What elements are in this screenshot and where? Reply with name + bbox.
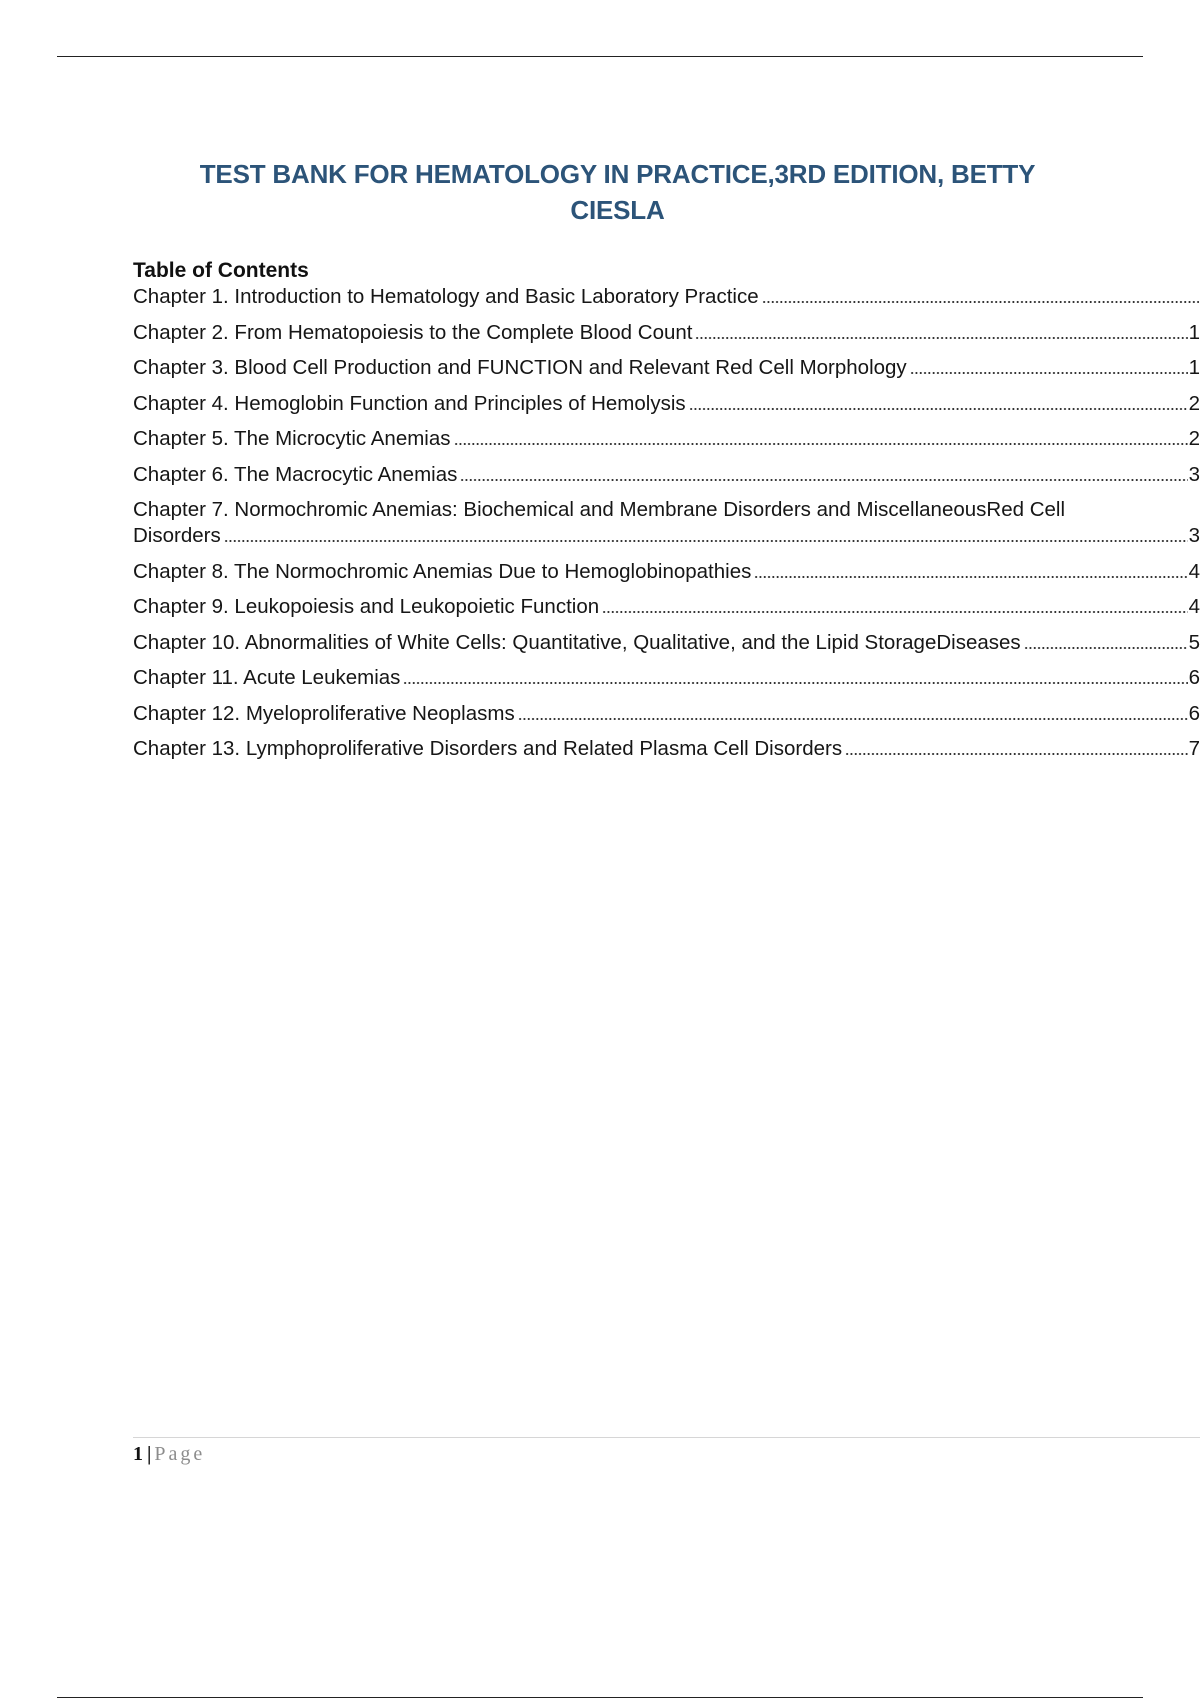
toc-entry-chapter-11[interactable] xyxy=(133,665,1200,691)
toc-entry-chapter-10[interactable] xyxy=(133,630,1200,656)
toc-entry-text-continued: Disorders xyxy=(133,524,221,547)
dot-leader xyxy=(754,575,1187,579)
dot-leader xyxy=(602,610,1187,614)
toc-entry-text: Chapter 1. Introduction to Hematology and Basic Laboratory Practice xyxy=(133,285,759,308)
toc-entry-page: 6 xyxy=(1188,666,1200,689)
toc-entry-page: 5 xyxy=(1188,630,1200,654)
toc-entry-chapter-12[interactable] xyxy=(133,701,1200,727)
toc-entry-chapter-13[interactable] xyxy=(133,736,1200,762)
toc-entry-page: 2 xyxy=(1188,427,1200,450)
toc-entry-wrap xyxy=(133,497,1200,549)
dot-leader xyxy=(403,681,1187,685)
page-footer xyxy=(133,1441,205,1467)
toc-entry-page: 4 xyxy=(1188,595,1200,618)
dot-leader xyxy=(689,407,1188,411)
toc-entry-text: Chapter 12. Myeloproliferative Neoplasms xyxy=(133,701,515,725)
dot-leader xyxy=(518,717,1188,721)
dot-leader xyxy=(454,442,1188,446)
toc-entry-chapter-8[interactable] xyxy=(133,559,1200,585)
toc-entry-chapter-9[interactable] xyxy=(133,594,1200,620)
toc-entry-page: 7 xyxy=(1188,737,1200,760)
toc-entry-text: Chapter 11. Acute Leukemias xyxy=(133,666,401,689)
toc-entry-text: Chapter 7. Normochromic Anemias: Biochemical and Membrane Disorders and MiscellaneousRed Cell xyxy=(133,498,1066,521)
toc-entry-page: 3 xyxy=(1188,524,1200,547)
footer-page-label: Page xyxy=(154,1443,206,1465)
dot-leader xyxy=(762,300,1199,304)
footer-page-number: 1 xyxy=(133,1443,143,1465)
toc-entry-page: 2 xyxy=(1188,391,1200,415)
toc-entry-text: Chapter 6. The Macrocytic Anemias xyxy=(133,462,458,486)
toc-entry-page: 6 xyxy=(1188,701,1200,725)
toc-entry-page: 1 xyxy=(1188,320,1200,344)
dot-leader xyxy=(910,371,1188,375)
toc-entry-text: Chapter 8. The Normochromic Anemias Due to Hemoglobinopathies xyxy=(133,559,752,583)
toc-entry-chapter-1[interactable] xyxy=(133,284,1200,310)
toc-entry-chapter-7[interactable] xyxy=(133,497,1200,549)
dot-leader xyxy=(845,752,1188,756)
document-title: TEST BANK FOR HEMATOLOGY IN PRACTICE,3RD EDITION, BETTY CIESLA xyxy=(199,159,1036,225)
dot-leader xyxy=(1024,646,1188,650)
toc-entry-text: Chapter 10. Abnormalities of White Cells: Quantitative, Qualitative, and the Lipid StorageDiseases xyxy=(133,630,1021,654)
toc-entry-chapter-4[interactable] xyxy=(133,391,1200,417)
toc-entry-chapter-2[interactable] xyxy=(133,320,1200,346)
toc-entry-text: Chapter 3. Blood Cell Production and FUNCTION and Relevant Red Cell Morphology xyxy=(133,356,907,379)
dot-leader xyxy=(460,478,1187,482)
footer-separator: | xyxy=(147,1443,152,1465)
dot-leader xyxy=(695,336,1187,340)
toc-heading: Table of Contents xyxy=(133,259,309,282)
toc-entry-page: 1 xyxy=(1188,356,1200,379)
toc-list xyxy=(133,284,1200,762)
footer-rule xyxy=(133,1437,1200,1438)
toc-entry-chapter-3[interactable] xyxy=(133,355,1200,381)
toc-entry-chapter-6[interactable] xyxy=(133,462,1200,488)
toc-entry-page: 3 xyxy=(1188,462,1200,486)
toc-entry-chapter-5[interactable] xyxy=(133,426,1200,452)
toc-entry-text: Chapter 13. Lymphoproliferative Disorders and Related Plasma Cell Disorders xyxy=(133,737,843,760)
toc-entry-text: Chapter 9. Leukopoiesis and Leukopoietic Function xyxy=(133,595,600,618)
header-rule xyxy=(57,56,1143,57)
bottom-rule xyxy=(57,1697,1143,1698)
dot-leader xyxy=(224,539,1188,543)
toc-entry-continuation xyxy=(133,523,1200,549)
toc-entry-page: 4 xyxy=(1188,559,1200,583)
toc-entry-text: Chapter 4. Hemoglobin Function and Principles of Hemolysis xyxy=(133,391,686,415)
toc-entry-text: Chapter 5. The Microcytic Anemias xyxy=(133,427,451,450)
table-of-contents xyxy=(133,257,1200,772)
toc-entry-text: Chapter 2. From Hematopoiesis to the Complete Blood Count xyxy=(133,320,693,344)
